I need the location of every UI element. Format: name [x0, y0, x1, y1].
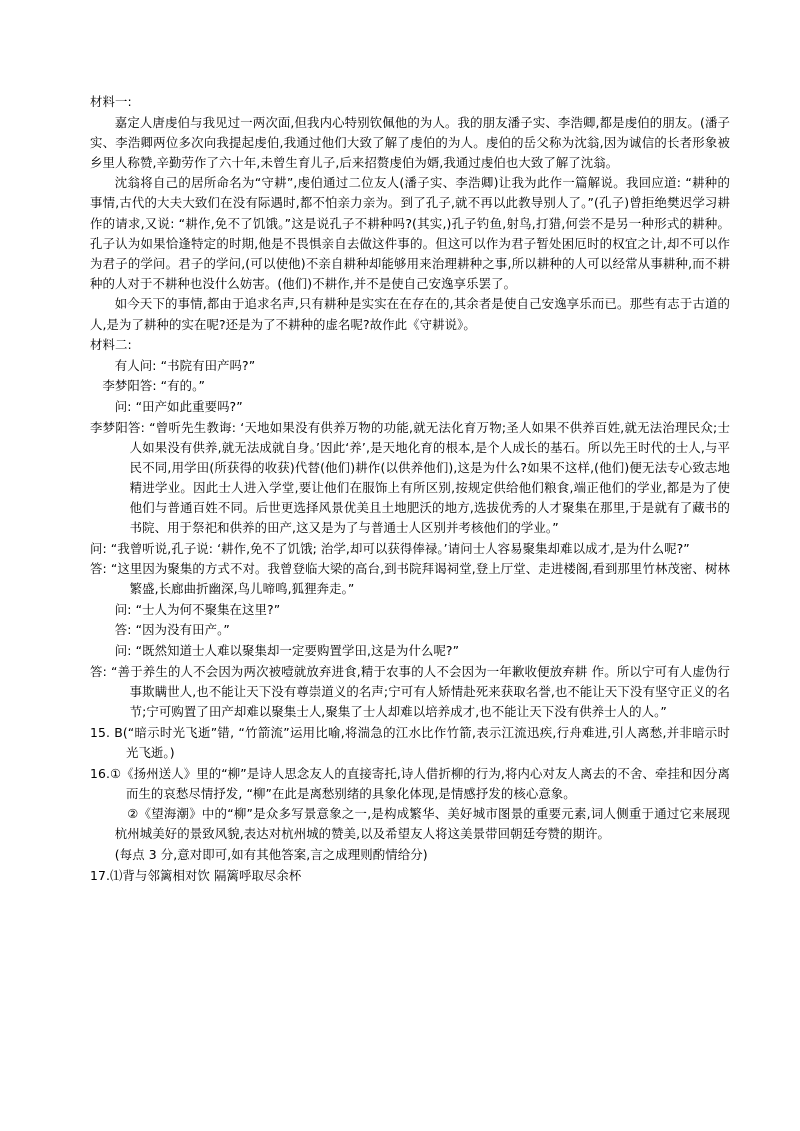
paragraph-dialogue-a2: 李梦阳答: “曾听先生教诲: ‘天地如果没有供养万物的功能,就无法化育万物;圣人如果不供养百姓,就无法治理民众;士人如果没有供养,就无法成就自身。’因此‘养’,是天地化育的根本,是个人成长的基石。所以先王时代的士人,与平民不同,用学田(所获得的收获)代替(他们)耕作(以供养他们),这是为什么?如果不这样,(他们)便无法专心致志地精进学业。因此士人进入学堂,要让他们在服饰上有所区别,按规定供给他们粮食,端正他们的学业,都是为了使他们与普通百姓不同。后世更选择风景优美且土地肥沃的地方,选拔优秀的人才聚集在那里,于是就有了藏书的书院、用于祭祀和供养的田产,这又是为了与普通士人区别并考核他们的学业。”	[90, 419, 730, 535]
paragraph-dialogue-a4: 答: “因为没有田产。”	[114, 622, 230, 638]
paragraph-dialogue-q2: 问: “田产如此重要吗?”	[114, 398, 243, 414]
paragraph-material-one-p1: 嘉定人唐虔伯与我见过一两次面,但我内心特别钦佩他的为人。我的朋友潘子实、李浩卿,都是虔伯的朋友。(潘子实、李浩卿两位多次向我提起虔伯,我通过他们大致了解了虔伯的为人。虔伯的岳父称为沈翁,因为诚信的长者形象被乡里人称赞,辛勤劳作了六十年,未曾生育儿子,后来招赘虔伯为婿,我通过虔伯也大致了解了沈翁。	[90, 114, 730, 170]
answer-item-15: 15. B(“暗示时光飞逝”错, “竹箭流”运用比喻,将湍急的江水比作竹箭,表示江流迅疾,行舟难进,引人离愁,并非暗示时光飞逝。)	[90, 724, 730, 760]
answer-item-16-point1: 16.①《扬州送人》里的“柳”是诗人思念友人的直接寄托,诗人借折柳的行为,将内心对友人离去的不舍、牵挂和因分离而生的哀愁尽情抒发, “柳”在此是离愁别绪的具象化体现,是情感抒发的核心意象。	[90, 765, 730, 801]
document-body	[90, 92, 730, 886]
paragraph-dialogue-q5: 问: “既然知道士人难以聚集却一定要购置学田,这是为什么呢?”	[114, 643, 460, 659]
paragraph-dialogue-q3: 问: “我曾听说,孔子说: ‘耕作,免不了饥饿; 治学,却可以获得俸禄。’请问士人容易聚集却难以成才,是为什么呢?”	[90, 540, 690, 556]
answer-item-16-scoring-note: (每点 3 分,意对即可,如有其他答案,言之成理则酌情给分)	[114, 846, 428, 862]
paragraph-material-one-p3: 如今天下的事情,都由于追求名声,只有耕种是实实在在存在的,其余者是使自己安逸享乐而已。那些有志于古道的人,是为了耕种的实在呢?还是为了不耕种的虚名呢?故作此《守耕说》。	[90, 296, 730, 332]
answer-item-17: 17.⑴背与邻篱相对饮 隔篱呼取尽余杯	[90, 867, 302, 883]
paragraph-dialogue-q4: 问: “士人为何不聚集在这里?”	[114, 601, 281, 617]
paragraph-material-one-p2: 沈翁将自己的居所命名为“守耕”,虔伯通过二位友人(潘子实、李浩卿)让我为此作一篇解说。我回应道: “耕种的事情,古代的大夫大致们在没有际遇时,都不怕亲力亲为。到了孔子,就不再以此教导别人了。”(孔子)曾拒绝樊迟学习耕作的请求,又说: “耕作,免不了饥饿。”这是说孔子不耕种吗?(其实,)孔子钓鱼,射鸟,打猎,何尝不是另一种形式的耕种。孔子认为如果恰逢特定的时期,他是不畏惧亲自去做这件事的。但这可以作为君子暂处困厄时的权宜之计,却不可以作为君子的学问。君子的学问,(可以使他)不亲自耕种却能够用来治理耕种之事,所以耕种的人可以经常从事耕种,而不耕种的人对于不耕种也没什么妨害。(他们)不耕作,并不是使自己安逸享乐罢了。	[90, 175, 730, 291]
paragraph-material-one-label: 材料一:	[90, 94, 132, 109]
paragraph-dialogue-a5: 答: “善于养生的人不会因为两次被噎就放弃进食,精于农事的人不会因为一年歉收便放弃耕 作。所以宁可有人虚伪行事欺瞒世人,也不能让天下没有尊崇道义的名声;宁可有人矫情赴死来获取名誉,也不能让天下没有坚守正义的名节;宁可购置了田产却难以聚集士人,聚集了士人却难以培养成才,也不能让天下没有供养士人的人。”	[90, 663, 730, 719]
paragraph-dialogue-q1: 有人问: “书院有田产吗?”	[114, 357, 256, 373]
paragraph-dialogue-a1: 李梦阳答: “有的。”	[102, 378, 205, 394]
paragraph-material-two-label: 材料二:	[90, 337, 132, 353]
paragraph-dialogue-a3: 答: “这里因为聚集的方式不对。我曾登临大梁的高台,到书院拜谒祠堂,登上厅堂、走进楼阁,看到那里竹林茂密、树林繁盛,长廊曲折幽深,鸟儿啼鸣,狐狸奔走。”	[90, 561, 730, 597]
answer-item-16-point2: ②《望海潮》中的“柳”是众多写景意象之一,是构成繁华、美好城市图景的重要元素,词人侧重于通过它来展现杭州城美好的景致风貌,表达对杭州城的赞美,以及希望友人将这美景带回朝廷夸赞的期许。	[114, 806, 730, 842]
